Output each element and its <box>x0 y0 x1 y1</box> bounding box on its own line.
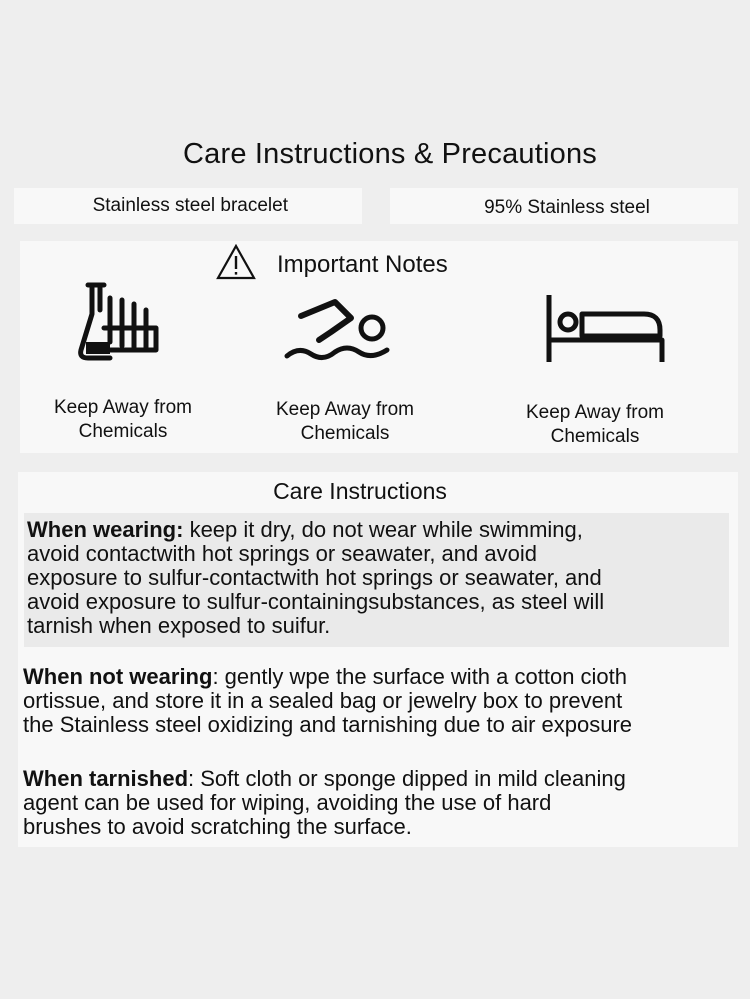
care-instructions-title: Care Instructions <box>273 478 447 504</box>
page-title: Care Instructions & Precautions <box>183 138 597 170</box>
important-notes-title: Important Notes <box>277 251 448 278</box>
chemicals-icon <box>74 280 162 366</box>
when-tarnished-section: When tarnished: Soft cloth or sponge dipped in mild cleaning agent can be used for wiping, avoiding the use of hard brushes to avoid scratching the surface. <box>23 766 626 839</box>
when-not-wearing-section: When not wearing: gently wpe the surface with a cotton cioth ortissue, and store it in a sealed bag or jewelry box to prevent the Stainless steel oxidizing and tarnishing due to air exposure <box>23 664 633 737</box>
swimming-icon <box>283 288 393 368</box>
product-name: Stainless steel bracelet <box>92 195 288 216</box>
warning-icon <box>216 244 256 280</box>
when-wearing-lead: When wearing: <box>27 517 184 542</box>
note-label-3: Keep Away from Chemicals <box>525 402 664 447</box>
bed-icon <box>544 292 666 364</box>
note-label-2: Keep Away from Chemicals <box>275 399 414 444</box>
when-not-wearing-lead: When not wearing <box>23 664 213 689</box>
when-tarnished-lead: When tarnished <box>23 766 189 791</box>
note-label-1: Keep Away from Chemicals <box>53 397 192 442</box>
product-material: 95% Stainless steel <box>484 197 650 218</box>
when-wearing-section: When wearing: keep it dry, do not wear while swimming, avoid contactwith hot springs or seawater, and avoid exposure to sulfur-contactwith hot springs or seawater, and avoid exposure to sulfur-containingsubstances, as steel will tarnish when exposed to suifur. <box>27 517 605 638</box>
